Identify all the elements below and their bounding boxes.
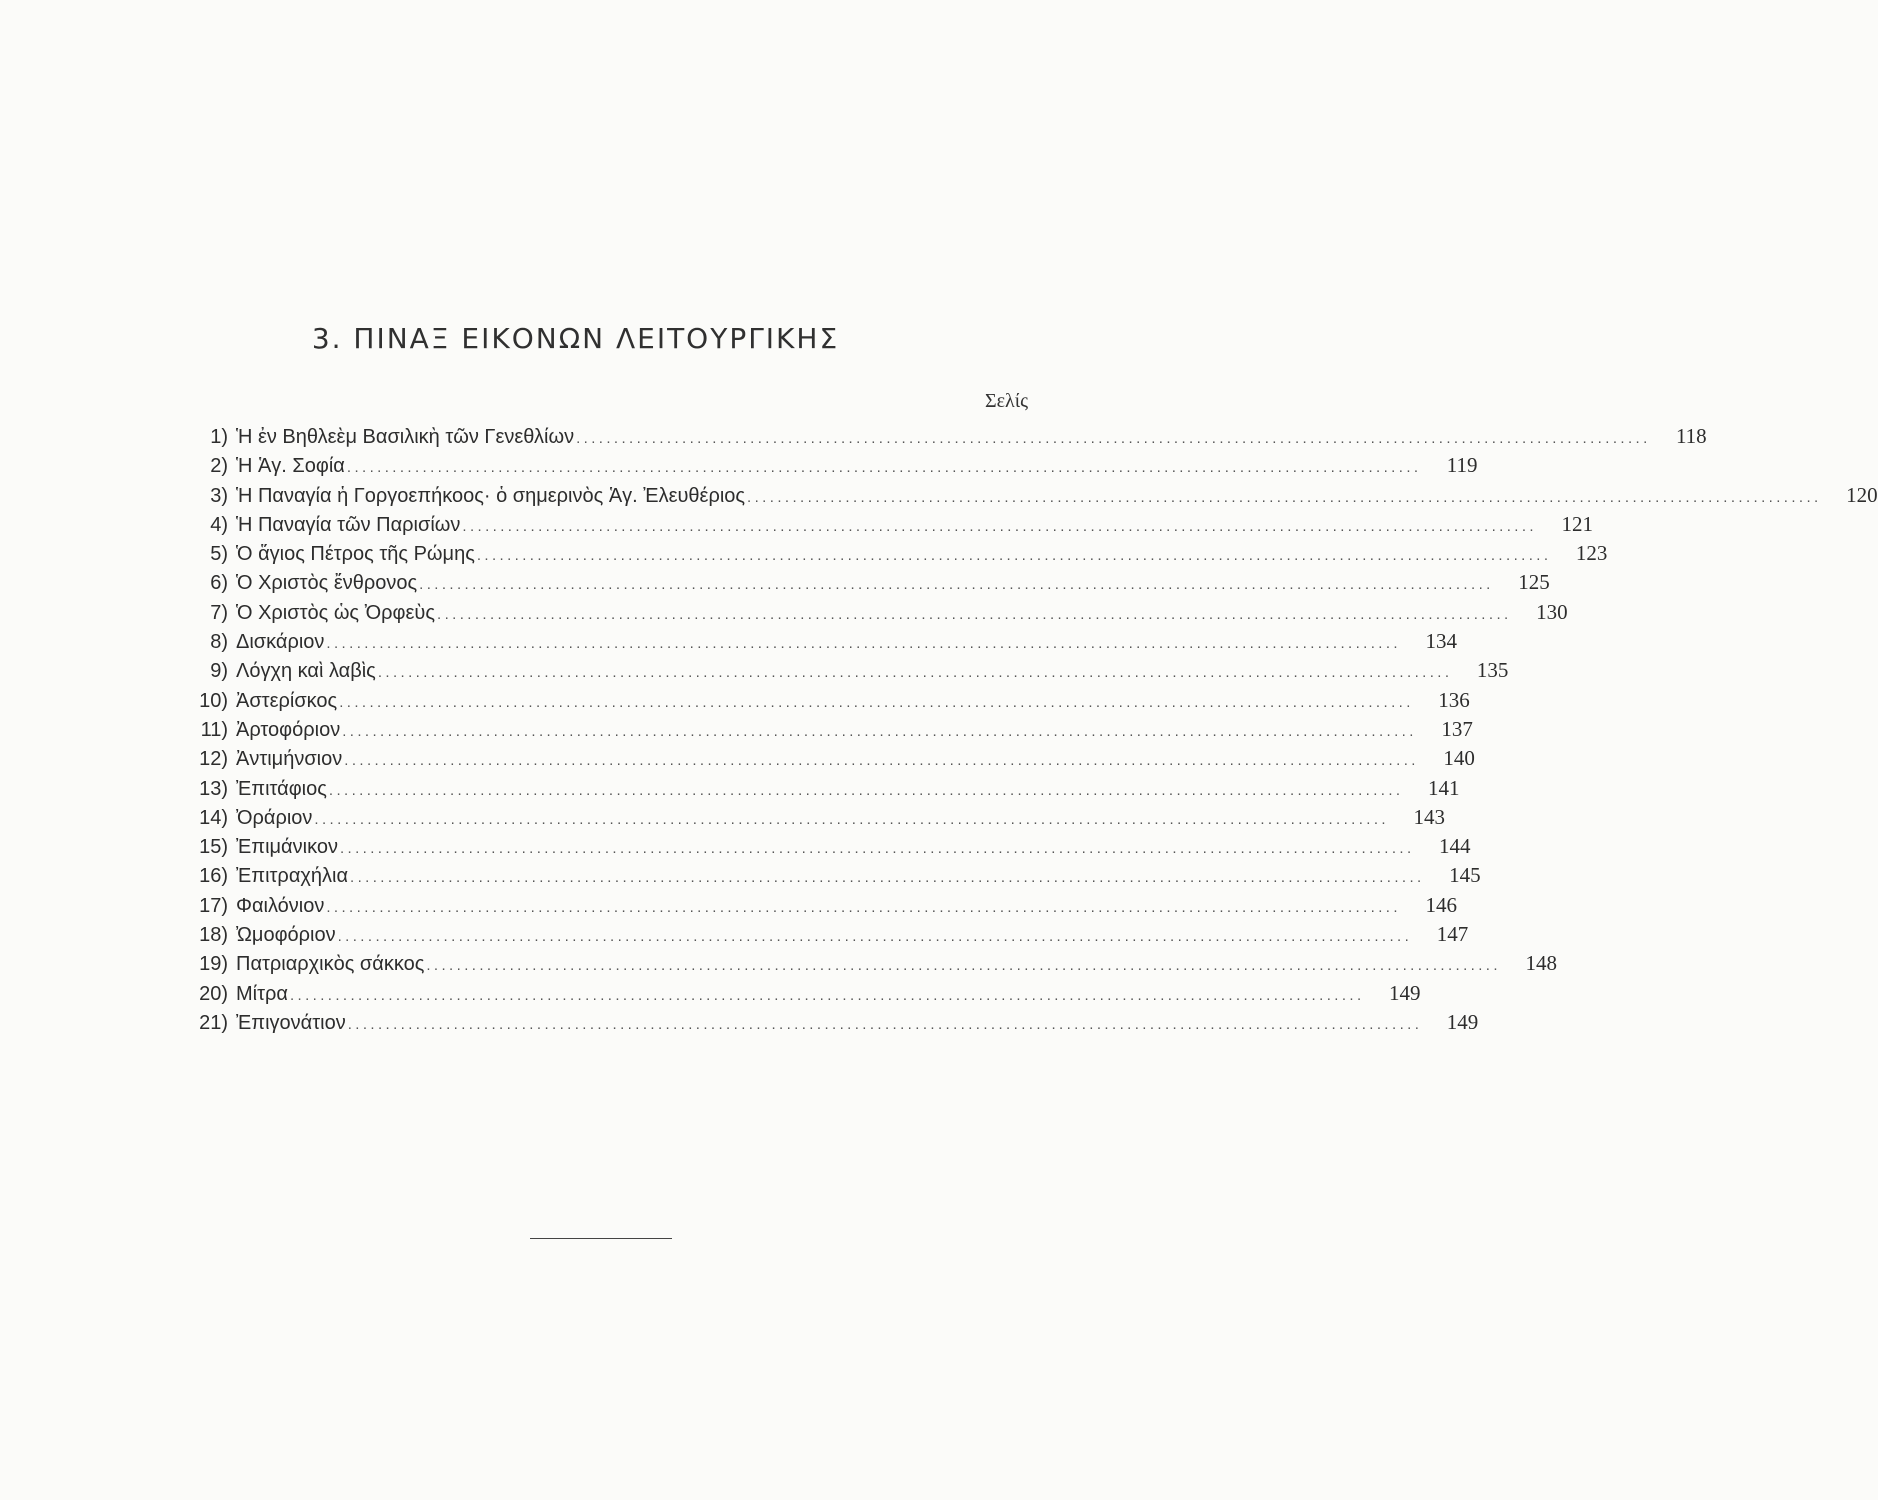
toc-page-number: 141 — [1427, 775, 1460, 800]
toc-row — [170, 599, 1568, 629]
page-column-header: Σελίς — [985, 390, 1029, 412]
toc-number: 12) — [199, 748, 228, 771]
dot-leader: .............................................................................................................................................. — [342, 722, 1417, 740]
toc-title: Φαιλόνιον — [236, 894, 325, 917]
toc-row — [170, 980, 1421, 1010]
toc-row — [170, 687, 1470, 717]
toc-page-number: 140 — [1443, 746, 1475, 771]
toc-row — [170, 922, 1469, 951]
toc-number: 6) — [210, 572, 228, 595]
toc-row — [170, 716, 1473, 746]
dot-leader: .............................................................................................................................................. — [339, 693, 1414, 711]
toc-page-number: 147 — [1436, 922, 1469, 947]
toc-number: 18) — [199, 924, 228, 947]
toc-page-number: 146 — [1425, 892, 1457, 917]
toc-title: Ὁ ἅγιος Πέτρος τῆς Ρώμης — [236, 543, 475, 566]
dot-leader: .............................................................................................................................................. — [437, 605, 1512, 623]
toc-page-number: 120 — [1846, 482, 1878, 507]
dot-leader: .............................................................................................................................................. — [576, 430, 1651, 447]
toc-title: Δισκάριον — [236, 631, 325, 654]
toc-page-number: 125 — [1518, 570, 1550, 595]
toc-title: Ἡ ἐν Βηθλεὲμ Βασιλικὴ τῶν Γενεθλίων — [236, 426, 575, 448]
page-title: 3. ΠΙΝΑΞ ΕΙΚΟΝΩΝ ΛΕΙΤΟΥΡΓΙΚΗΣ — [311, 322, 840, 355]
toc-page-number: 118 — [1675, 424, 1707, 448]
toc-number: 15) — [199, 836, 228, 859]
dot-leader: .............................................................................................................................................. — [328, 781, 1404, 799]
toc-title: Ὁ Χριστὸς ὡς Ὀρφεὺς — [236, 601, 435, 624]
toc-page-number: 123 — [1575, 541, 1608, 566]
toc-page-number: 134 — [1425, 629, 1458, 654]
dot-leader: .............................................................................................................................................. — [339, 840, 1415, 858]
toc-number: 7) — [210, 601, 228, 624]
dot-leader: .............................................................................................................................................. — [346, 459, 1422, 477]
toc-number: 4) — [210, 513, 228, 536]
toc-title: Ἡ Παναγία τῶν Παρισίων — [236, 513, 461, 536]
toc-title: Ἐπιμάνικον — [236, 836, 338, 859]
toc-row — [170, 892, 1457, 922]
toc-page-number: 143 — [1413, 804, 1446, 829]
toc-title: Πατριαρχικὸς σάκκος — [236, 953, 425, 976]
toc-row — [170, 570, 1550, 599]
toc-title: Μίτρα — [236, 982, 288, 1005]
toc-page-number: 144 — [1439, 834, 1471, 859]
toc-number: 5) — [210, 543, 228, 566]
dot-leader: .............................................................................................................................................. — [462, 517, 1537, 535]
table-of-contents — [170, 424, 1878, 1039]
toc-number: 1) — [210, 426, 228, 448]
toc-page-number: 145 — [1449, 863, 1481, 888]
toc-title: Ἀρτοφόριον — [236, 718, 341, 741]
toc-title: Ἐπιτάφιος — [236, 777, 327, 800]
toc-title: Ὀράριον — [236, 806, 313, 829]
dot-leader: .............................................................................................................................................. — [289, 986, 1365, 1004]
toc-title: Ὁ Χριστὸς ἔνθρονος — [236, 572, 418, 595]
dot-leader: .............................................................................................................................................. — [314, 810, 1390, 828]
toc-page-number: 148 — [1525, 951, 1557, 976]
toc-number: 21) — [199, 1011, 228, 1034]
toc-title: Ἐπιτραχήλια — [236, 865, 349, 888]
dot-leader: .............................................................................................................................................. — [326, 898, 1401, 916]
dot-leader: .............................................................................................................................................. — [347, 1015, 1423, 1033]
toc-row — [170, 658, 1509, 687]
toc-number: 17) — [199, 894, 228, 917]
dot-leader: .............................................................................................................................................. — [344, 752, 1419, 770]
toc-page-number: 137 — [1441, 716, 1473, 741]
dot-leader: .............................................................................................................................................. — [426, 957, 1501, 975]
toc-title: Ὠμοφόριον — [236, 924, 336, 947]
toc-page-number: 130 — [1536, 599, 1568, 624]
toc-row — [170, 804, 1446, 834]
toc-row — [170, 424, 1707, 453]
toc-number: 16) — [199, 865, 228, 888]
section-divider — [530, 1238, 672, 1239]
toc-title: Ἡ Ἁγ. Σοφία — [236, 455, 345, 478]
dot-leader: .............................................................................................................................................. — [337, 928, 1413, 946]
dot-leader: .............................................................................................................................................. — [476, 547, 1552, 565]
toc-title: Ἡ Παναγία ἡ Γοργοεπήκοος· ὁ σημερινὸς Ἁγ. Ἐλευθέριος — [236, 484, 746, 507]
toc-title: Ἀστερίσκος — [236, 689, 338, 712]
toc-page-number: 119 — [1446, 453, 1478, 478]
toc-row — [170, 834, 1471, 863]
toc-number: 3) — [210, 484, 228, 507]
toc-page-number: 135 — [1476, 658, 1509, 683]
toc-number: 13) — [199, 777, 228, 800]
toc-title: Λόγχη καὶ λαβὶς — [236, 660, 376, 683]
toc-row — [170, 775, 1460, 805]
toc-number: 10) — [199, 689, 228, 712]
toc-number: 20) — [199, 982, 228, 1005]
toc-row — [170, 746, 1475, 775]
dot-leader: .............................................................................................................................................. — [747, 488, 1822, 506]
toc-number: 9) — [210, 660, 228, 683]
toc-number: 2) — [210, 455, 228, 478]
toc-page-number: 121 — [1561, 511, 1593, 536]
toc-page-number: 149 — [1446, 1009, 1479, 1034]
toc-row — [170, 541, 1608, 570]
toc-row — [170, 629, 1458, 658]
toc-page-number: 149 — [1389, 980, 1421, 1005]
toc-row — [170, 1009, 1479, 1039]
toc-title: Ἀντιμήνσιον — [236, 748, 343, 771]
toc-number: 11) — [200, 718, 228, 741]
toc-row — [170, 453, 1478, 482]
toc-number: 8) — [210, 631, 228, 654]
dot-leader: .............................................................................................................................................. — [377, 664, 1453, 682]
toc-row — [170, 511, 1593, 541]
toc-row — [170, 482, 1878, 512]
dot-leader: .............................................................................................................................................. — [419, 576, 1494, 594]
toc-page-number: 136 — [1438, 687, 1470, 712]
dot-leader: .............................................................................................................................................. — [350, 869, 1425, 887]
toc-row — [170, 951, 1557, 980]
dot-leader: .............................................................................................................................................. — [326, 635, 1402, 653]
toc-number: 19) — [199, 953, 228, 976]
toc-title: Ἐπιγονάτιον — [236, 1011, 346, 1034]
toc-number: 14) — [199, 806, 228, 829]
toc-row — [170, 863, 1481, 892]
